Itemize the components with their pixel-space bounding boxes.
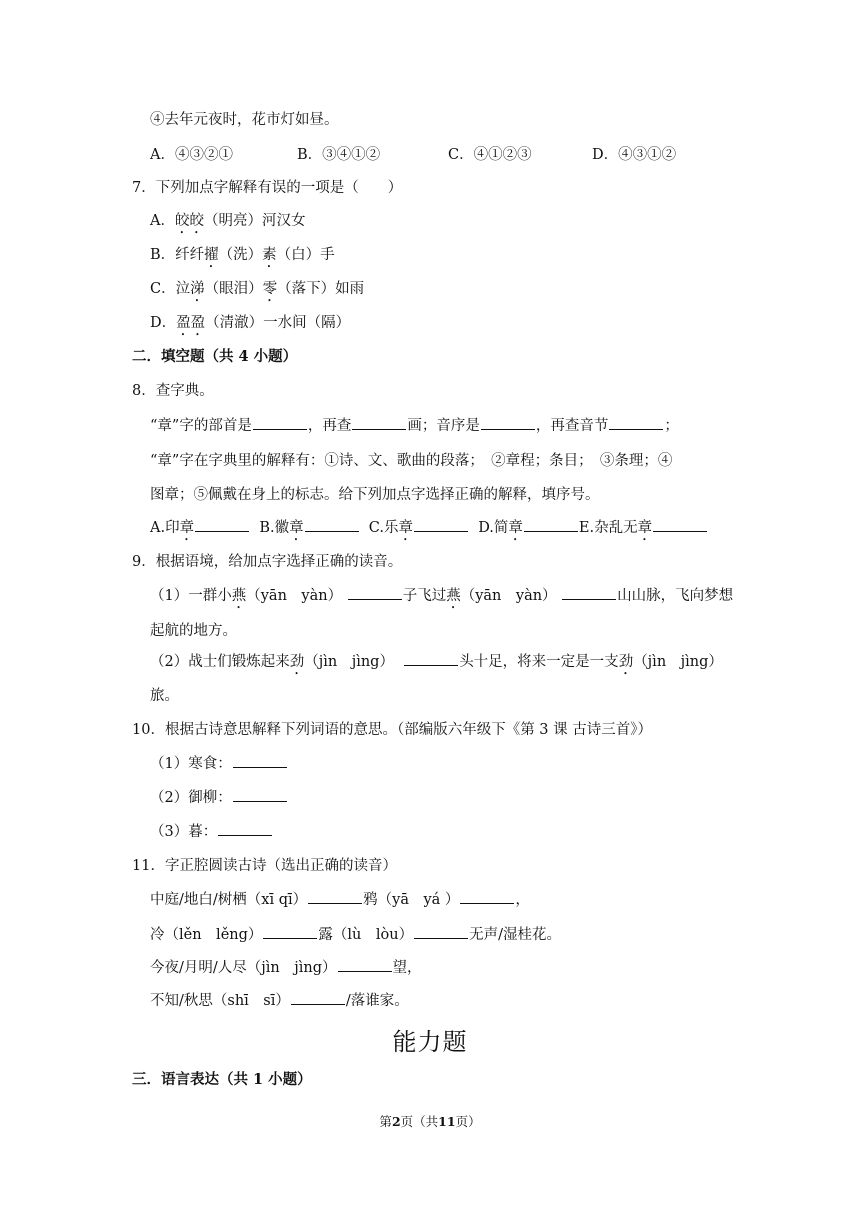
q8-line-4 [150, 518, 708, 544]
answer-blank[interactable] [414, 518, 468, 532]
q9-text: （1）一群小 [150, 588, 232, 604]
dotted-char: 盈 [176, 315, 191, 331]
q9-part-2-cont: 旅。 [150, 688, 179, 704]
poem-text: /落谁家。 [345, 993, 409, 1009]
page-number: 2 [391, 1114, 401, 1129]
q10-item-2 [150, 788, 288, 808]
answer-blank[interactable] [404, 652, 458, 666]
dotted-char: 零 [262, 281, 278, 297]
q7-stem: 7．下列加点字解释有误的一项是（ ） [132, 180, 403, 196]
answer-blank[interactable] [218, 822, 272, 836]
poem-text: 不知/秋思（shī sī） [150, 993, 290, 1009]
q8-line-1 [150, 416, 679, 436]
footer-text: 第 [379, 1114, 392, 1129]
q7-option-d [150, 313, 350, 339]
word-prefix: E.杂乱无 [578, 520, 638, 536]
dotted-char: 涕 [190, 281, 205, 297]
q7-option-b [150, 245, 335, 271]
answer-blank[interactable] [233, 754, 287, 768]
dotted-char: 燕 [231, 588, 247, 604]
q6-option-b: B．③④①② [297, 147, 381, 163]
q10-item-1 [150, 754, 288, 774]
dotted-char: 章 [508, 520, 523, 536]
q9-part-1 [150, 586, 733, 612]
q11-line-4 [150, 991, 409, 1011]
q11-line-3 [150, 958, 422, 978]
q9-part-1-cont: 起航的地方。 [150, 623, 237, 639]
section-2-title: 二．填空题（共 4 小题） [132, 348, 298, 365]
dotted-char: 劲 [289, 654, 305, 670]
q11-line-2 [150, 925, 561, 945]
word-prefix: C.乐 [368, 520, 399, 536]
q11-line-1 [150, 890, 530, 910]
q8-line-3: 图章；⑤佩戴在身上的标志。给下列加点字选择正确的解释，填序号。 [150, 487, 600, 503]
pinyin-choice: （jìn jìng） [633, 654, 723, 670]
dotted-char: 皎 [189, 213, 204, 229]
footer-text: 页） [455, 1114, 481, 1129]
dotted-char: 章 [289, 520, 304, 536]
option-text: （清澈）一水间（隔） [205, 315, 351, 331]
option-prefix: A． [150, 213, 175, 229]
q8-text: 画；音序是 [407, 418, 480, 434]
answer-blank[interactable] [414, 925, 468, 939]
answer-blank[interactable] [348, 586, 402, 600]
poem-text: 露（lù lòu） [318, 927, 414, 943]
poem-text: ， [515, 892, 530, 908]
page-total: 11 [438, 1114, 456, 1129]
answer-blank[interactable] [562, 586, 616, 600]
word-prefix: A.印 [150, 520, 180, 536]
answer-blank[interactable] [609, 416, 663, 430]
q6-item-4: ④去年元夜时，花市灯如昼。 [150, 112, 339, 128]
dotted-char: 劲 [618, 654, 634, 670]
q9-text: 子飞过 [402, 588, 447, 604]
answer-blank[interactable] [195, 518, 249, 532]
footer-text: 页（共 [400, 1114, 439, 1129]
poem-text: 望， [392, 960, 422, 976]
q6-option-c: C．④①②③ [448, 147, 532, 163]
q8-text: ； [664, 418, 679, 434]
answer-blank[interactable] [263, 925, 317, 939]
q7-option-c [150, 279, 364, 305]
answer-blank[interactable] [305, 518, 359, 532]
answer-blank[interactable] [481, 416, 535, 430]
q8-text: ，再查音节 [535, 418, 609, 434]
answer-blank[interactable] [253, 416, 307, 430]
q10-stem: 10．根据古诗意思解释下列词语的意思。（部编版六年级下《第 3 课 古诗三首》） [132, 722, 653, 738]
answer-blank[interactable] [308, 890, 362, 904]
answer-blank[interactable] [524, 518, 578, 532]
option-prefix: C．泣 [150, 281, 191, 297]
section-heading-ability: 能力题 [392, 1028, 468, 1056]
q10-item-3 [150, 822, 273, 842]
answer-blank[interactable] [460, 890, 514, 904]
word-prefix: D.简 [478, 520, 509, 536]
pinyin-choice: （yān yàn） [460, 588, 557, 604]
option-text: （洗） [218, 247, 263, 263]
q8-text: “章”字的部首是 [150, 418, 252, 434]
pinyin-choice: （jìn jìng） [304, 654, 394, 670]
option-prefix: B．纤纤 [150, 247, 205, 263]
poem-text: 今夜/月明/人尽（jìn jìng） [150, 960, 337, 976]
section-3-title: 三．语言表达（共 1 小题） [132, 1071, 312, 1088]
poem-text: 冷（lěn lěng） [150, 927, 263, 943]
answer-blank[interactable] [352, 416, 406, 430]
q6-option-a: A．④③②① [150, 147, 233, 163]
q8-stem: 8．查字典。 [132, 383, 214, 399]
q11-stem: 11．字正腔圆读古诗（选出正确的读音） [132, 858, 397, 874]
q10-label: （3）暮： [150, 824, 218, 840]
answer-blank[interactable] [233, 788, 287, 802]
q9-part-2 [150, 652, 723, 678]
answer-blank[interactable] [653, 518, 707, 532]
answer-blank[interactable] [291, 991, 345, 1005]
option-text: （眼泪） [204, 281, 263, 297]
q8-line-2: “章”字在字典里的解释有：①诗、文、歌曲的段落； ②章程；条目； ③条理；④ [150, 453, 673, 469]
poem-text: 鸦（yā yá ） [363, 892, 460, 908]
dotted-char: 章 [179, 520, 195, 536]
dotted-char: 燕 [446, 588, 461, 604]
q10-label: （2）御柳： [150, 790, 232, 806]
dotted-char: 章 [637, 520, 653, 536]
pinyin-choice: （yān yàn） [246, 588, 343, 604]
option-text: （白）手 [276, 247, 335, 263]
q9-text: （2）战士们锻炼起来 [150, 654, 290, 670]
q8-text: ，再查 [307, 418, 352, 434]
poem-text: 无声/湿桂花。 [469, 927, 561, 943]
q9-text: 头十足，将来一定是一支 [459, 654, 619, 670]
option-text: （明亮）河汉女 [203, 213, 306, 229]
q7-option-a [150, 211, 305, 237]
dotted-char: 盈 [190, 315, 206, 331]
q6-option-d: D．④③①② [592, 147, 677, 163]
q9-stem: 9．根据语境，给加点字选择正确的读音。 [132, 554, 403, 570]
dotted-char: 章 [398, 520, 413, 536]
option-text: （落下）如雨 [277, 281, 365, 297]
word-prefix: B.徽 [259, 520, 290, 536]
dotted-char: 擢 [204, 247, 219, 263]
poem-text: 中庭/地白/树栖（xī qī） [150, 892, 308, 908]
dotted-char: 皎 [174, 213, 190, 229]
page-footer [0, 1112, 860, 1130]
q9-text: 山山脉，飞向梦想 [617, 588, 734, 604]
option-prefix: D． [150, 315, 177, 331]
q10-label: （1）寒食： [150, 756, 232, 772]
answer-blank[interactable] [338, 958, 392, 972]
dotted-char: 素 [262, 247, 277, 263]
